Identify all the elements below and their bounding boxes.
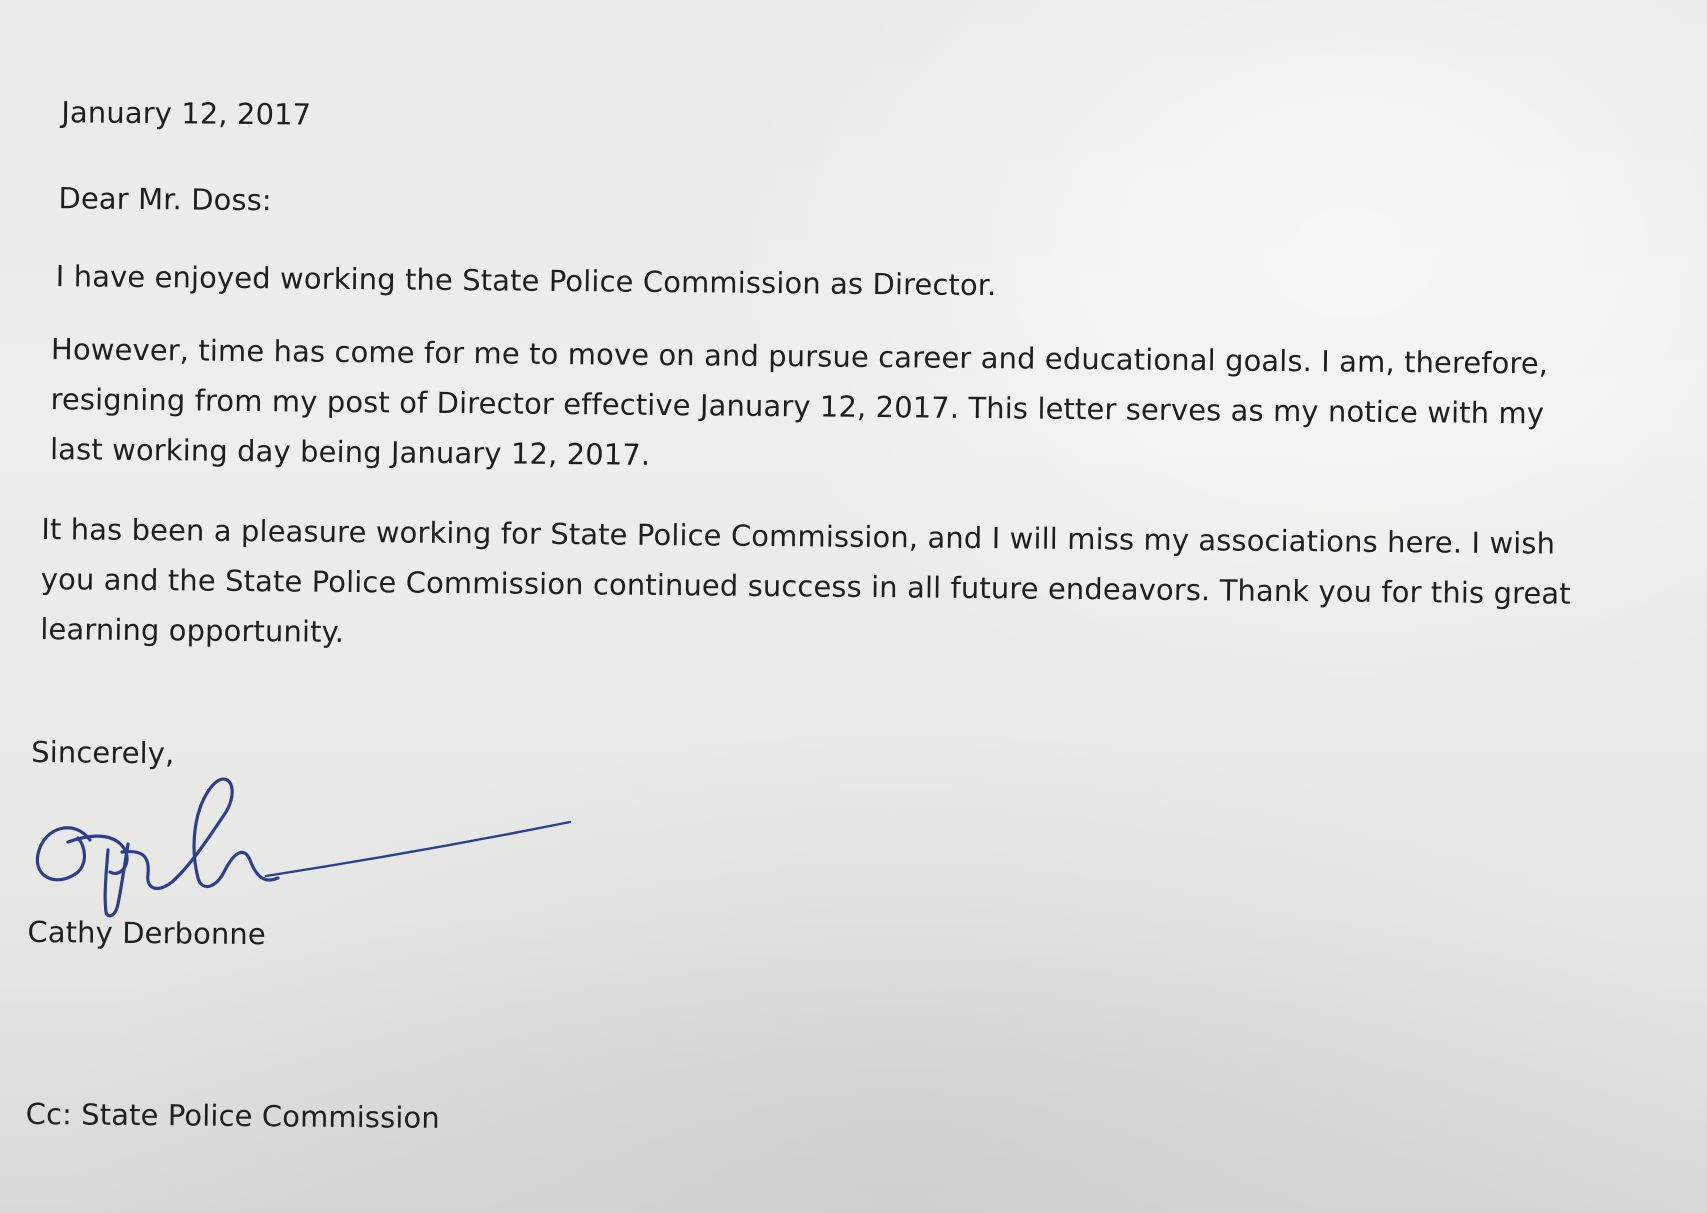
paragraph-2-line: last working day being January 12, 2017. xyxy=(49,432,651,472)
paragraph-2-line: resigning from my post of Director effective January 12, 2017. This letter serves as my notice with my xyxy=(50,382,1545,431)
paragraph-2-line: However, time has come for me to move on and pursue career and educational goals. I am, therefore, xyxy=(50,332,1549,381)
paragraph-3-line: learning opportunity. xyxy=(40,612,345,649)
paragraph-2 xyxy=(50,324,1701,490)
letter-date: January 12, 2017 xyxy=(61,95,312,132)
paragraph-3 xyxy=(40,504,1691,670)
letter-salutation: Dear Mr. Doss: xyxy=(58,181,272,218)
paragraph-3-line: you and the State Police Commission continued success in all future endeavors. Thank you for this great xyxy=(40,562,1571,611)
paragraph-3-line: It has been a pleasure working for State Police Commission, and I will miss my associations here. I wish xyxy=(41,512,1556,561)
paragraph-1: I have enjoyed working the State Police Commission as Director. xyxy=(55,259,997,303)
cc-line: Cc: State Police Commission xyxy=(25,1096,440,1135)
handwritten-signature xyxy=(30,754,590,929)
letter-closing: Sincerely, xyxy=(31,734,175,771)
signer-name: Cathy Derbonne xyxy=(27,914,266,952)
